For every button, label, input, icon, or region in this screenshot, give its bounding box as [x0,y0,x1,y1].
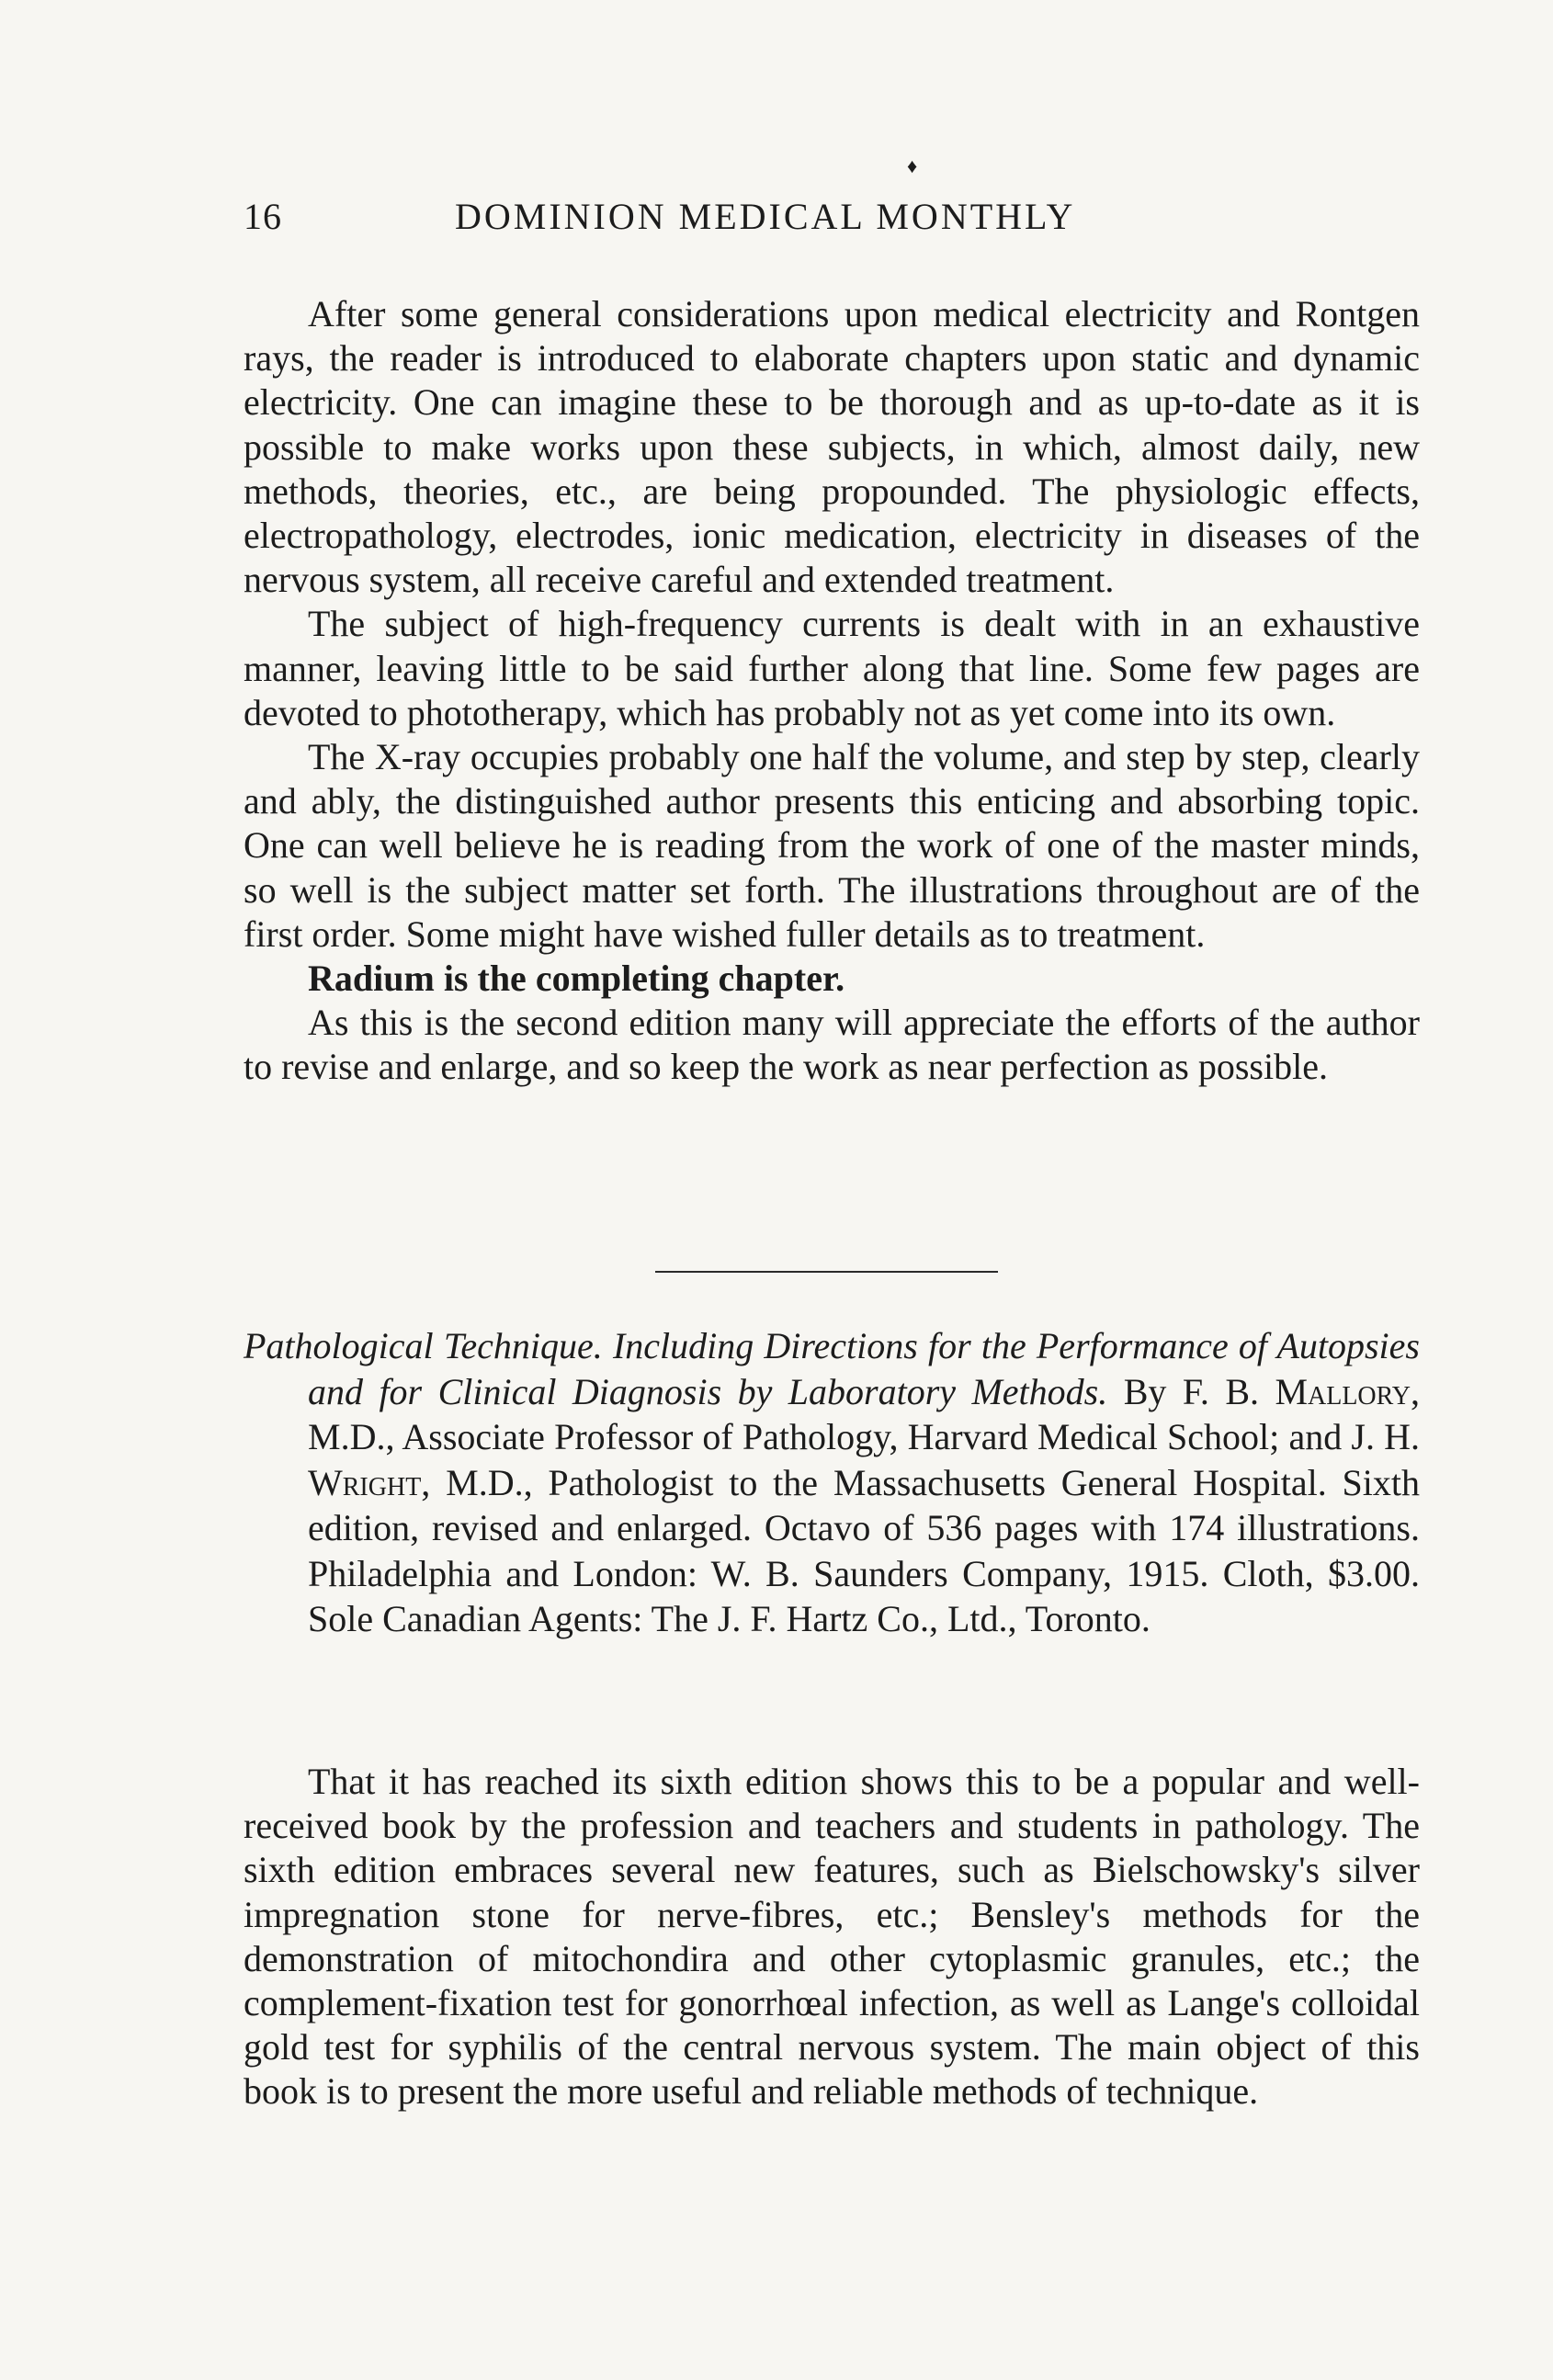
header-ornament: ♦ [907,154,918,177]
book-citation [244,1323,1420,1642]
review-paragraph: That it has reached its sixth edition shows this to be a popular and well-received book by the profession and teachers and students in pathology. The sixth edition embraces several new features, such as Bielschowsky's silver impregnation stone for nerve-fibres, etc.; Bensley's methods for the demonstration of mitochondira and other cytoplasmic granules, etc.; the complement-fixation test for gonorrhœal infection, as well as Lange's colloidal gold test for syphilis of the central nervous system. The main object of this book is to present the more useful and reliable methods of technique. [244,1761,1420,2113]
page-number: 16 [244,196,282,237]
book-title: Pathological Technique. Including Directions for the Performance of Autopsies and for Clinical Diagnosis by Laboratory Methods. [244,1325,1420,1412]
running-title: DOMINION MEDICAL MONTHLY [455,196,1076,237]
author-name: J. H. Wright, [308,1416,1421,1503]
review-paragraph: The X-ray occupies probably one half the volume, and step by step, clearly and ably, the distinguished author presents this enticing and absorbing topic. One can well believe he is reading from the work of one of the master minds, so well is the subject matter set forth. The illustrations throughout are of the first order. Some might have wished fuller details as to treatment. [244,736,1420,955]
author-description: M.D., Pathologist to the Massachusetts General Hospital. Sixth edition, revised and enlarged. Octavo of 536 pages with 174 illustrations. Philadelphia and London: W. B. Saunders Company, 1915. Cloth, $3.00. Sole Canadian Agents: The J. F. Hartz Co., Ltd., Toronto. [308,1461,1420,1639]
review-paragraph: The subject of high-frequency currents is dealt with in an exhaustive manner, leaving little to be said further along that line. Some few pages are devoted to phototherapy, which has probably not as yet come into its own. [244,603,1420,733]
section-divider [655,1271,998,1273]
author-description: M.D., Associate Professor of Pathology, Harvard Medical School; and [308,1416,1343,1457]
author-name: F. B. Mallory, [1182,1370,1421,1412]
page-header [244,195,1264,250]
review-paragraph: After some general considerations upon medical electricity and Rontgen rays, the reader is introduced to elaborate chapters upon static and dynamic electricity. One can imagine these to be thorough and as up-to-date as it is possible to make works upon these subjects, in which, almost daily, new methods, theories, etc., are being propounded. The physiologic effects, electropathology, electrodes, ionic medication, electricity in diseases of the nervous system, all receive careful and extended treatment. [244,293,1420,601]
citation-by: By [1123,1370,1167,1412]
review-electricity [244,292,1420,1090]
review-pathology [244,1760,1420,2114]
review-paragraph: As this is the second edition many will appreciate the efforts of the author to revise and enlarge, and so keep the work as near perfection as possible. [244,1002,1420,1088]
review-paragraph: Radium is the completing chapter. [308,958,845,1000]
